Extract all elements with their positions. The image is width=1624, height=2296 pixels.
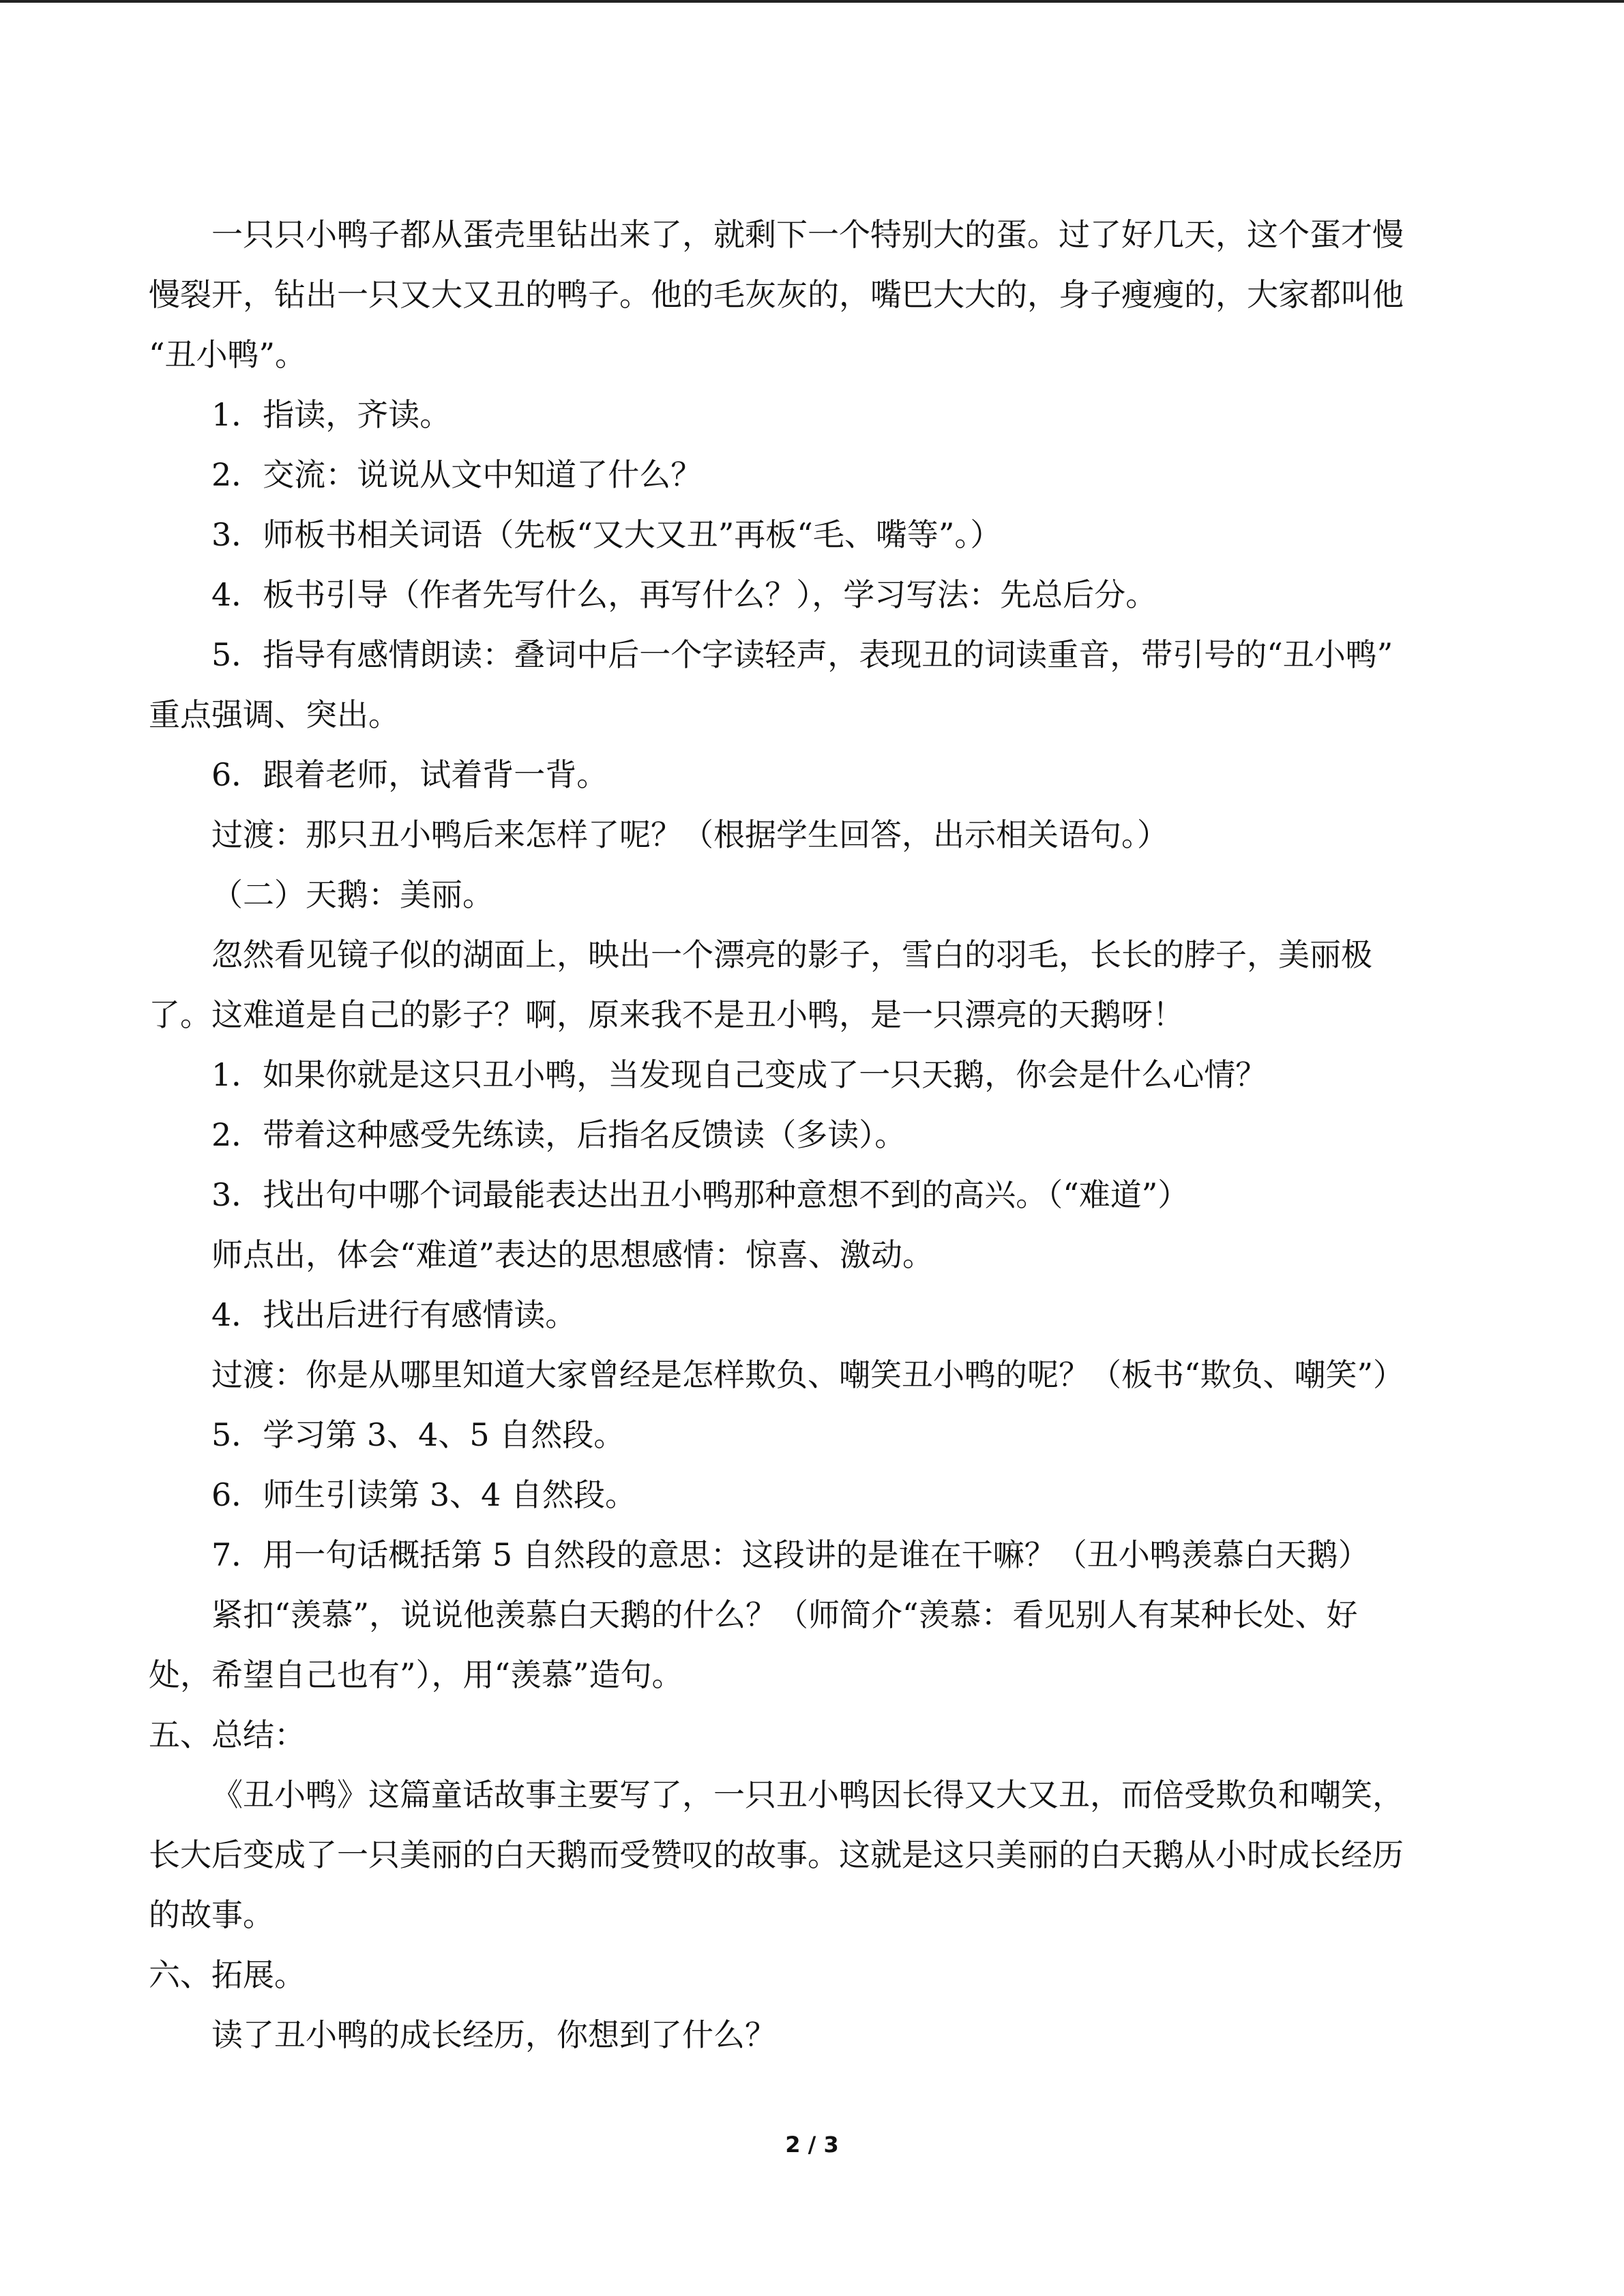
paragraph-line: 处，希望自己也有”），用“羡慕”造句。 xyxy=(149,1656,683,1693)
paragraph-line: 读了丑小鸭的成长经历，你想到了什么？ xyxy=(211,2016,776,2053)
list-item: 1．如果你就是这只丑小鸭，当发现自己变成了一只天鹅，你会是什么心情？ xyxy=(211,1056,1267,1093)
paragraph-line: 慢裂开，钻出一只又大又丑的鸭子。他的毛灰灰的，嘴巴大大的，身子瘦瘦的，大家都叫他 xyxy=(149,276,1404,313)
document-body xyxy=(149,205,1465,2065)
list-item: 6．跟着老师，试着背一背。 xyxy=(211,756,608,793)
list-item: 3．师板书相关词语（先板“又大又丑”再板“毛、嘴等”。） xyxy=(211,516,1002,553)
paragraph-line: 师点出，体会“难道”表达的思想感情：惊喜、激动。 xyxy=(211,1236,934,1273)
section-heading: 六、拓展。 xyxy=(149,1956,306,1993)
paragraph-line: 重点强调、突出。 xyxy=(149,696,400,733)
list-item: 4．板书引导（作者先写什么，再写什么？），学习写法：先总后分。 xyxy=(211,576,1157,613)
paragraph-line: 一只只小鸭子都从蛋壳里钻出来了，就剩下一个特别大的蛋。过了好几天，这个蛋才慢 xyxy=(211,216,1404,253)
list-item: 5．学习第 3、4、5 自然段。 xyxy=(211,1416,625,1453)
paragraph-line: 长大后变成了一只美丽的白天鹅而受赞叹的故事。这就是这只美丽的白天鹅从小时成长经历 xyxy=(149,1836,1404,1873)
list-item: 7．用一句话概括第 5 自然段的意思：这段讲的是谁在干嘛？（丑小鸭羡慕白天鹅） xyxy=(211,1536,1370,1573)
list-item: 2．带着这种感受先练读，后指名反馈读（多读）。 xyxy=(211,1116,906,1153)
list-item: 5．指导有感情朗读：叠词中后一个字读轻声，表现丑的词读重音，带引号的“丑小鸭” xyxy=(211,636,1393,673)
paragraph-line: 了。这难道是自己的影子？啊，原来我不是丑小鸭，是一只漂亮的天鹅呀！ xyxy=(149,996,1184,1033)
list-item: 4．找出后进行有感情读。 xyxy=(211,1296,577,1333)
subsection-heading: （二）天鹅：美丽。 xyxy=(211,876,494,913)
paragraph-line: “丑小鸭”。 xyxy=(149,336,307,373)
list-item: 2．交流：说说从文中知道了什么？ xyxy=(211,456,703,493)
transition-line: 过渡：那只丑小鸭后来怎样了呢？（根据学生回答，出示相关语句。） xyxy=(211,816,1168,853)
paragraph-line: 《丑小鸭》这篇童话故事主要写了，一只丑小鸭因长得又大又丑，而倍受欺负和嘲笑， xyxy=(211,1776,1404,1813)
list-item: 6．师生引读第 3、4 自然段。 xyxy=(211,1476,637,1513)
transition-line: 过渡：你是从哪里知道大家曾经是怎样欺负、嘲笑丑小鸭的呢？（板书“欺负、嘲笑”） xyxy=(211,1356,1405,1393)
paragraph-line: 忽然看见镜子似的湖面上，映出一个漂亮的影子，雪白的羽毛，长长的脖子，美丽极 xyxy=(211,936,1372,973)
list-item: 3．找出句中哪个词最能表达出丑小鸭那种意想不到的高兴。（“难道”） xyxy=(211,1176,1190,1213)
top-border-rule xyxy=(0,0,1624,3)
list-item: 1．指读，齐读。 xyxy=(211,396,452,433)
paragraph-line: 的故事。 xyxy=(149,1896,274,1933)
paragraph-line: 紧扣“羡慕”，说说他羡慕白天鹅的什么？（师简介“羡慕：看见别人有某种长处、好 xyxy=(211,1596,1358,1633)
page-number: 2 / 3 xyxy=(785,2132,839,2158)
section-heading: 五、总结： xyxy=(149,1716,306,1753)
